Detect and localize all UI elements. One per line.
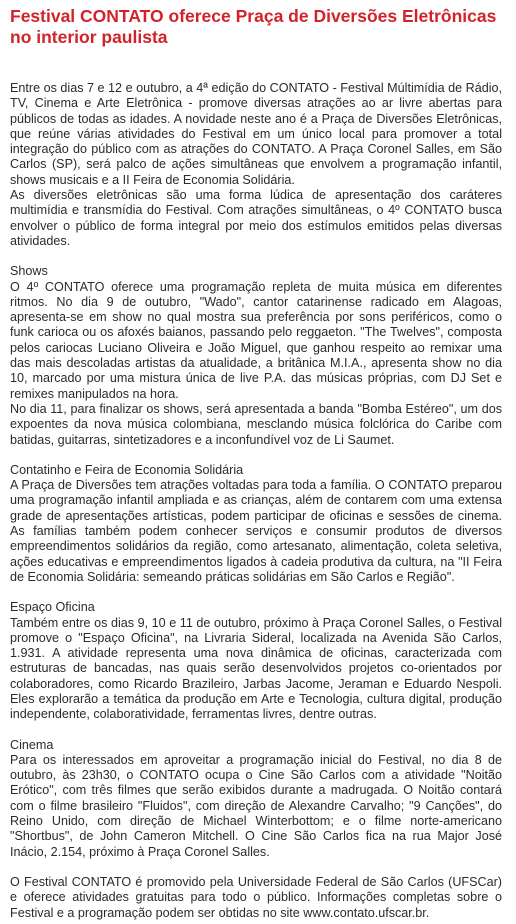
closing-paragraph: O Festival CONTATO é promovido pela Universidade Federal de São Carlos (UFSCar) e oferece atividades gratuitas para todo o público. Informações completas sobre o Festival e a programação podem ser obtidas no site www.contato.ufscar.br. (10, 874, 502, 920)
article-title: Festival CONTATO oferece Praça de Diversões Eletrônicas no interior paulista (10, 6, 497, 47)
cinema-paragraph-1: Para os interessados em aproveitar a programação inicial do Festival, no dia 8 de outubro, às 23h30, o CONTATO ocupa o Cine São Carlos com a atividade "Noitão Erótico", com três filmes que serão exibidos durante a madrugada. O Noitão contará com o filme brasileiro "Fluidos", com direção de Alexandre Carvalho; "9 Canções", do Reino Unido, com direção de Michael Winterbottom; e o filme norte-americano "Shortbus", de John Cameron Mitchell. O Cine São Carlos fica na rua Major José Inácio, 2.154, próximo à Praça Coronel Salles. (10, 752, 502, 859)
shows-paragraph-2: No dia 11, para finalizar os shows, será apresentada a banda "Bomba Estéreo", um dos expoentes da nova música colombiana, mesclando música folclórica do Caribe com batidas, guitarras, sintetizadores e a inconfundível voz de Li Saumet. (10, 401, 502, 447)
section-contatinho (10, 463, 502, 585)
section-closing (10, 875, 502, 921)
shows-paragraph-1: O 4º CONTATO oferece uma programação repleta de muita música em diferentes ritmos. No dia 9 de outubro, "Wado", cantor catarinense radicado em Alagoas, apresenta-se em show no qual mostra sua preferência por sons periféricos, como o funk carioca ou os afoxés baianos, passando pelo reggaeton. "The Twelves", composta pelos cariocas Luciano Oliveira e João Miguel, que ganhou respeito ao remixar uma das mais descoladas artistas da atualidade, a britânica M.I.A., apresenta show no dia 10, marcado por uma mistura única de live P.A. das músicas próprias, com DJ Set e remixes manipulados na hora. (10, 279, 502, 401)
article-body (10, 81, 502, 921)
section-heading-cinema: Cinema (10, 737, 54, 752)
section-heading-espaco-oficina: Espaço Oficina (10, 600, 95, 615)
intro-paragraph-1: Entre os dias 7 e 12 e outubro, a 4ª edição do CONTATO - Festival Múltimídia de Rádio, TV, Cinema e Arte Eletrônica - promove diversas atrações ao ar livre abertas para públicos de todas as idades. A novidade neste ano é a Praça de Diversões Eletrônicas, que reúne várias atividades do Festival em um único local para promover a total integração do público com as atrações do CONTATO. A Praça Coronel Salles, em São Carlos (SP), será palco de ações simultâneas que envolvem a programação infantil, shows musicais e a II Feira de Economia Solidária. (10, 81, 502, 187)
section-intro (10, 81, 502, 249)
section-cinema (10, 738, 502, 860)
section-shows (10, 264, 502, 448)
espaco-oficina-paragraph-1: Também entre os dias 9, 10 e 11 de outubro, próximo à Praça Coronel Salles, o Festival promove o "Espaço Oficina", na Livraria Sideral, localizada na Avenida São Carlos, 1.931. A atividade representa uma nova dinâmica de oficinas, caracterizada com estruturas de bancadas, nas quais serão desenvolvidos projetos co-orientados por colaboradores, como Ricardo Brazileiro, Jarbas Jacome, Jeraman e Eduardo Nespoli. Eles explorarão a temática da produção em Arte e Tecnologia, cultura digital, produção independente, colaboratividade, ferramentas livres, dentre outras. (10, 615, 502, 722)
section-heading-shows: Shows (10, 264, 48, 279)
section-espaco-oficina (10, 600, 502, 722)
contatinho-paragraph-1: A Praça de Diversões tem atrações voltadas para toda a família. O CONTATO preparou uma programação infantil ampliada e as crianças, além de contarem com uma extensa grade de apresentações artísticas, podem participar de oficinas e sessões de cinema. As famílias também podem conhecer serviços e consumir produtos de diversos empreendimentos solidários da região, como artesanato, alimentação, coleta seletiva, ações educativas e empreendimentos ligados à cadeia produtiva da cultura, na "II Feira de Economia Solidária: semeando práticas solidárias em São Carlos e Região". (10, 478, 502, 584)
section-heading-contatinho: Contatinho e Feira de Economia Solidária (10, 462, 244, 477)
intro-paragraph-2: As diversões eletrônicas são uma forma lúdica de apresentação dos caráteres multimídia e transmídia do Festival. Com atrações simultâneas, o 4º CONTATO busca envolver o público de forma integral por meio dos estímulos emitidos pelas diversas atividades. (10, 188, 502, 248)
